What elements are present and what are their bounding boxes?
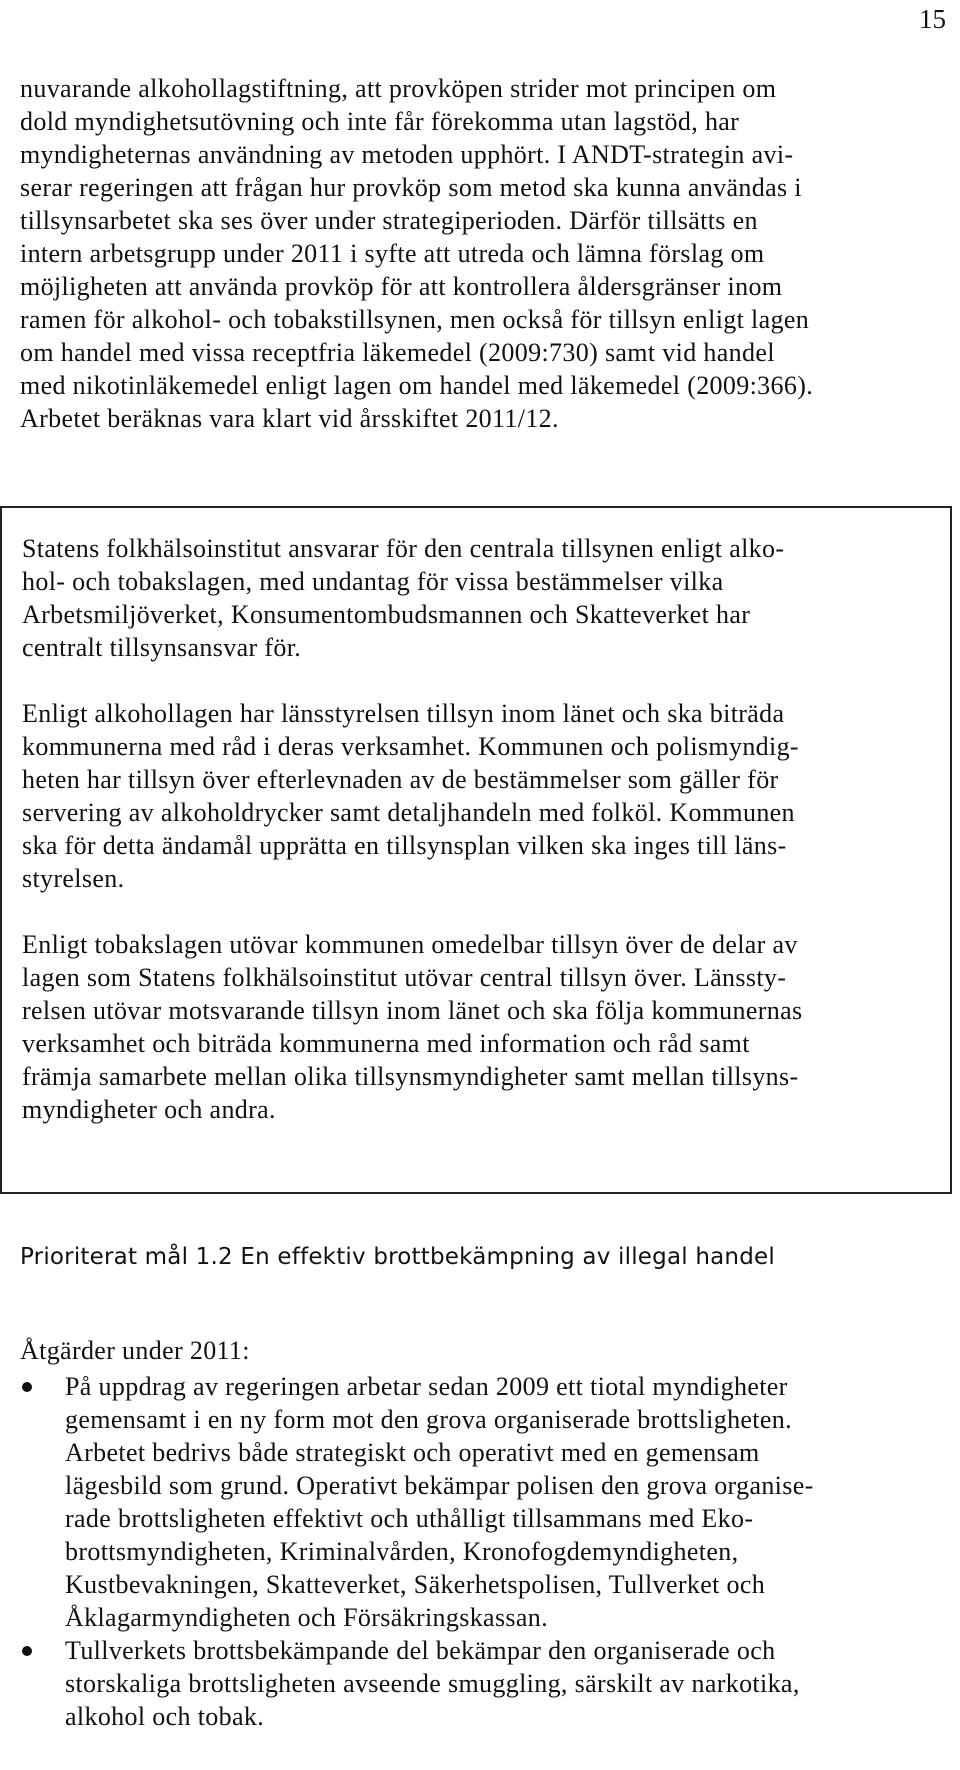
bullet-icon	[22, 1646, 32, 1656]
list-item	[20, 1370, 950, 1634]
bullet-text: Tullverkets brottsbekämpande del bekämpar den organiserade och storskaliga brottsligheten avseende smuggling, särskilt av narkotika, alkohol och tobak.	[65, 1636, 800, 1731]
bullet-icon	[22, 1382, 32, 1392]
intro-paragraph: nuvarande alkohollagstiftning, att provköpen strider mot principen om dold myndighetsutövning och inte får förekomma utan lagstöd, har myndigheternas användning av metoden upphört. I ANDT-strategin avi- serar regeringen att frågan hur provköp som metod ska kunna användas i tillsynsarbetet ska ses över under strategiperioden. Därför tillsätts en intern arbetsgrupp under 2011 i syfte att utreda och lämna förslag om möjligheten att använda provköp för att kontrollera åldersgränser inom ramen för alkohol- och tobakstillsynen, men också för tillsyn enligt lagen om handel med vissa receptfria läkemedel (2009:730) samt vid handel med nikotinläkemedel enligt lagen om handel med läkemedel (2009:366). Arbetet beräknas vara klart vid årsskiftet 2011/12.	[20, 74, 814, 433]
section-heading: Prioriterat mål 1.2 En effektiv brottbekämpning av illegal handel	[20, 1244, 775, 1270]
list-item	[20, 1634, 950, 1733]
box-paragraph-alcohol-law: Enligt alkohollagen har länsstyrelsen tillsyn inom länet och ska biträda kommunerna med råd i deras verksamhet. Kommunen och polismyndig- heten har tillsyn över efterlevnaden av de bestämmelser som gäller för servering av alkoholdrycker samt detaljhandeln med folköl. Kommunen ska för detta ändamål upprätta en tillsynsplan vilken ska inges till läns- styrelsen.	[22, 699, 799, 893]
actions-heading: Åtgärder under 2011:	[20, 1336, 250, 1365]
framed-text-box	[0, 506, 952, 1194]
page-number: 15	[919, 4, 946, 34]
box-paragraph-tobacco-law: Enligt tobakslagen utövar kommunen omedelbar tillsyn över de delar av lagen som Statens folkhälsoinstitut utövar central tillsyn över. Länssty- relsen utövar motsvarande tillsyn inom länet och ska följa kommunernas verksamhet och biträda kommunerna med information och råd samt främja samarbete mellan olika tillsynsmyndigheter samt mellan tillsyns- myndigheter och andra.	[22, 930, 803, 1124]
actions-bullet-list	[20, 1370, 950, 1733]
bullet-text: På uppdrag av regeringen arbetar sedan 2009 ett tiotal myndigheter gemensamt i en ny form mot den grova organiserade brottsligheten. Arbetet bedrivs både strategiskt och operativt med en gemensam lägesbild som grund. Operativt bekämpar polisen den grova organise- rade brottsligheten effektivt och uthålligt tillsammans med Eko- brottsmyndigheten, Kriminalvården, Kronofogdemyndigheten, Kustbevakningen, Skatteverket, Säkerhetspolisen, Tullverket och Åklagarmyndigheten och Försäkringskassan.	[65, 1372, 814, 1632]
box-paragraph-central-supervision: Statens folkhälsoinstitut ansvarar för den centrala tillsynen enligt alko- hol- och tobakslagen, med undantag för vissa bestämmelser vilka Arbetsmiljöverket, Konsumentombudsmannen och Skatteverket har centralt tillsynsansvar för.	[22, 534, 785, 662]
